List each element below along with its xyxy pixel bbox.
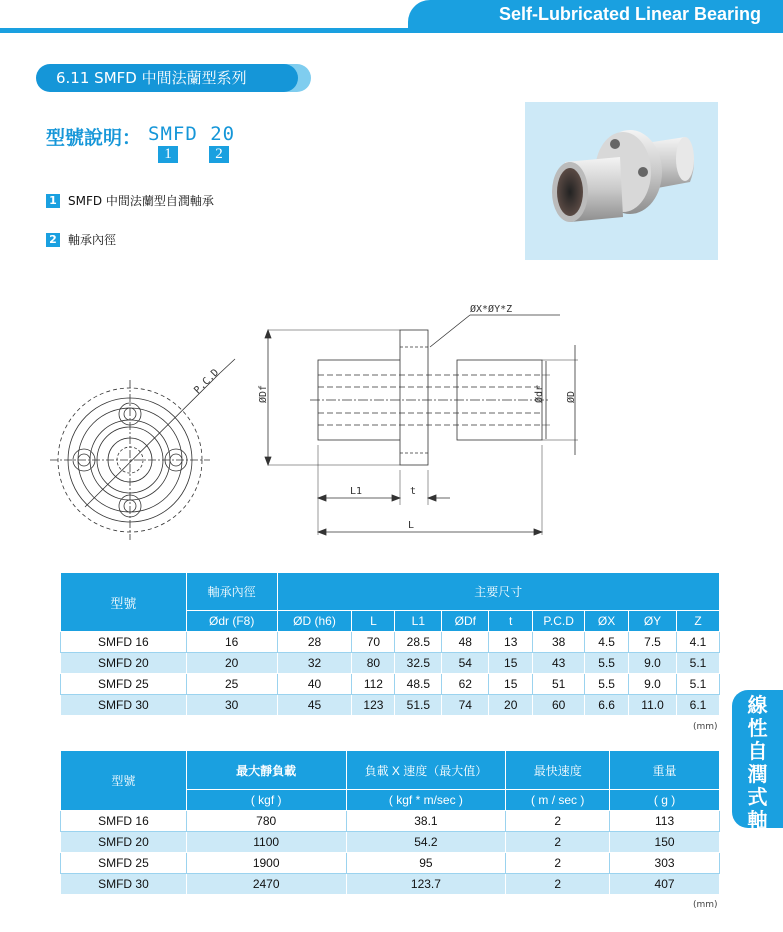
cell: 7.5 (629, 632, 677, 653)
header-rule (0, 28, 420, 33)
th-sub: ØX (585, 610, 629, 631)
cell: 38.1 (346, 811, 506, 832)
th-pv: 負載 X 速度（最大值） (346, 751, 506, 790)
section-pill (36, 64, 311, 92)
th-model: 型號 (61, 751, 187, 811)
cell: 28 (277, 632, 352, 653)
th-bore: 軸承內徑 (186, 573, 277, 611)
side-view (265, 315, 578, 535)
th-load: 最大靜負載 (186, 751, 346, 790)
cell: 62 (442, 674, 489, 695)
th-sub: ØY (629, 610, 677, 631)
cell: 2 (506, 811, 610, 832)
cell: 38 (533, 632, 585, 653)
cell: 123 (352, 695, 395, 716)
label-l: L (408, 520, 415, 531)
th-sub: t (489, 610, 533, 631)
label-dr: Ødr (534, 384, 545, 403)
cell: 4.1 (676, 632, 719, 653)
legend-text: 軸承內徑 (68, 233, 117, 247)
table1-unit: (mm) (693, 722, 718, 732)
cell: SMFD 16 (61, 632, 187, 653)
cell: 32 (277, 653, 352, 674)
side-category-tab (732, 690, 783, 855)
cell: 60 (533, 695, 585, 716)
cell: 407 (610, 874, 720, 895)
side-char: 性 (747, 716, 768, 740)
header-title: Self-Lubricated Linear Bearing (498, 4, 761, 24)
table-row (61, 853, 720, 874)
cell: SMFD 25 (61, 674, 187, 695)
section-title: 6.11 SMFD 中間法蘭型系列 (36, 64, 298, 92)
cell: 74 (442, 695, 489, 716)
cell: 28.5 (395, 632, 442, 653)
cell: 9.0 (629, 674, 677, 695)
label-l1: L1 (350, 486, 363, 497)
label-xyz: ØX*ØY*Z (470, 304, 513, 315)
cell: 54 (442, 653, 489, 674)
model-explanation-title: 型號說明： (46, 127, 142, 149)
model-num-2: 2 (209, 146, 229, 163)
th-unit: ( m / sec ) (506, 790, 610, 811)
cell: 48 (442, 632, 489, 653)
cell: 5.5 (585, 674, 629, 695)
cell: SMFD 16 (61, 811, 187, 832)
cell: SMFD 25 (61, 853, 187, 874)
cell: SMFD 20 (61, 653, 187, 674)
label-pcd: P.C.D (192, 367, 222, 397)
th-sub: Ødr (F8) (186, 610, 277, 631)
cell: 112 (352, 674, 395, 695)
cell: 1100 (186, 832, 346, 853)
dimension-table (60, 572, 720, 716)
cell: 20 (489, 695, 533, 716)
cell: 5.1 (676, 653, 719, 674)
th-main-dims: 主要尺寸 (277, 573, 719, 611)
table-row (61, 695, 720, 716)
cell: 2470 (186, 874, 346, 895)
cell: SMFD 30 (61, 695, 187, 716)
side-char: 潤 (747, 762, 768, 786)
legend-text: SMFD 中間法蘭型自潤軸承 (68, 194, 214, 208)
cell: SMFD 30 (61, 874, 187, 895)
header-band (0, 0, 783, 33)
product-photo (525, 102, 718, 260)
th-unit: ( kgf * m/sec ) (346, 790, 506, 811)
cell: 25 (186, 674, 277, 695)
cell: 2 (506, 874, 610, 895)
cell: 70 (352, 632, 395, 653)
cell: 5.5 (585, 653, 629, 674)
table-row (61, 811, 720, 832)
side-char: 式 (747, 785, 768, 809)
cell: 1900 (186, 853, 346, 874)
model-code: SMFD 20 (148, 123, 236, 145)
th-model: 型號 (61, 573, 187, 632)
table-row (61, 674, 720, 695)
side-char: 自 (747, 739, 768, 763)
cell: 4.5 (585, 632, 629, 653)
cell: 9.0 (629, 653, 677, 674)
legend-item (46, 231, 116, 248)
cell: 303 (610, 853, 720, 874)
cell: SMFD 20 (61, 832, 187, 853)
th-unit: ( kgf ) (186, 790, 346, 811)
cell: 32.5 (395, 653, 442, 674)
th-sub: ØDf (442, 610, 489, 631)
table-row (61, 632, 720, 653)
cell: 54.2 (346, 832, 506, 853)
cell: 5.1 (676, 674, 719, 695)
th-sub: Z (676, 610, 719, 631)
cell: 11.0 (629, 695, 677, 716)
cell: 13 (489, 632, 533, 653)
cell: 40 (277, 674, 352, 695)
cell: 20 (186, 653, 277, 674)
cell: 113 (610, 811, 720, 832)
table-row (61, 832, 720, 853)
th-sub: L1 (395, 610, 442, 631)
th-sub: L (352, 610, 395, 631)
load-table (60, 750, 720, 895)
cell: 51.5 (395, 695, 442, 716)
label-df: ØDf (258, 384, 269, 403)
cell: 95 (346, 853, 506, 874)
cell: 30 (186, 695, 277, 716)
cell: 80 (352, 653, 395, 674)
cell: 15 (489, 674, 533, 695)
cell: 2 (506, 832, 610, 853)
cell: 16 (186, 632, 277, 653)
cell: 51 (533, 674, 585, 695)
cell: 15 (489, 653, 533, 674)
legend-item (46, 192, 214, 209)
th-weight: 重量 (610, 751, 720, 790)
table2-unit: (mm) (693, 900, 718, 910)
th-sub: P.C.D (533, 610, 585, 631)
cell: 123.7 (346, 874, 506, 895)
cell: 43 (533, 653, 585, 674)
side-char: 線 (747, 693, 768, 717)
side-char: 承 (747, 831, 768, 855)
label-d: ØD (566, 390, 577, 403)
cell: 6.1 (676, 695, 719, 716)
side-char: 軸 (747, 808, 768, 832)
model-num-1: 1 (158, 146, 178, 163)
cell: 2 (506, 853, 610, 874)
table-row (61, 874, 720, 895)
th-sub: ØD (h6) (277, 610, 352, 631)
label-t: t (410, 486, 417, 497)
cell: 150 (610, 832, 720, 853)
technical-drawing (30, 295, 620, 545)
cell: 45 (277, 695, 352, 716)
th-unit: ( g ) (610, 790, 720, 811)
header-tab (408, 0, 783, 33)
cell: 780 (186, 811, 346, 832)
cell: 48.5 (395, 674, 442, 695)
cell: 6.6 (585, 695, 629, 716)
legend-num: 1 (46, 194, 60, 208)
legend-num: 2 (46, 233, 60, 247)
th-speed: 最快速度 (506, 751, 610, 790)
table-row (61, 653, 720, 674)
